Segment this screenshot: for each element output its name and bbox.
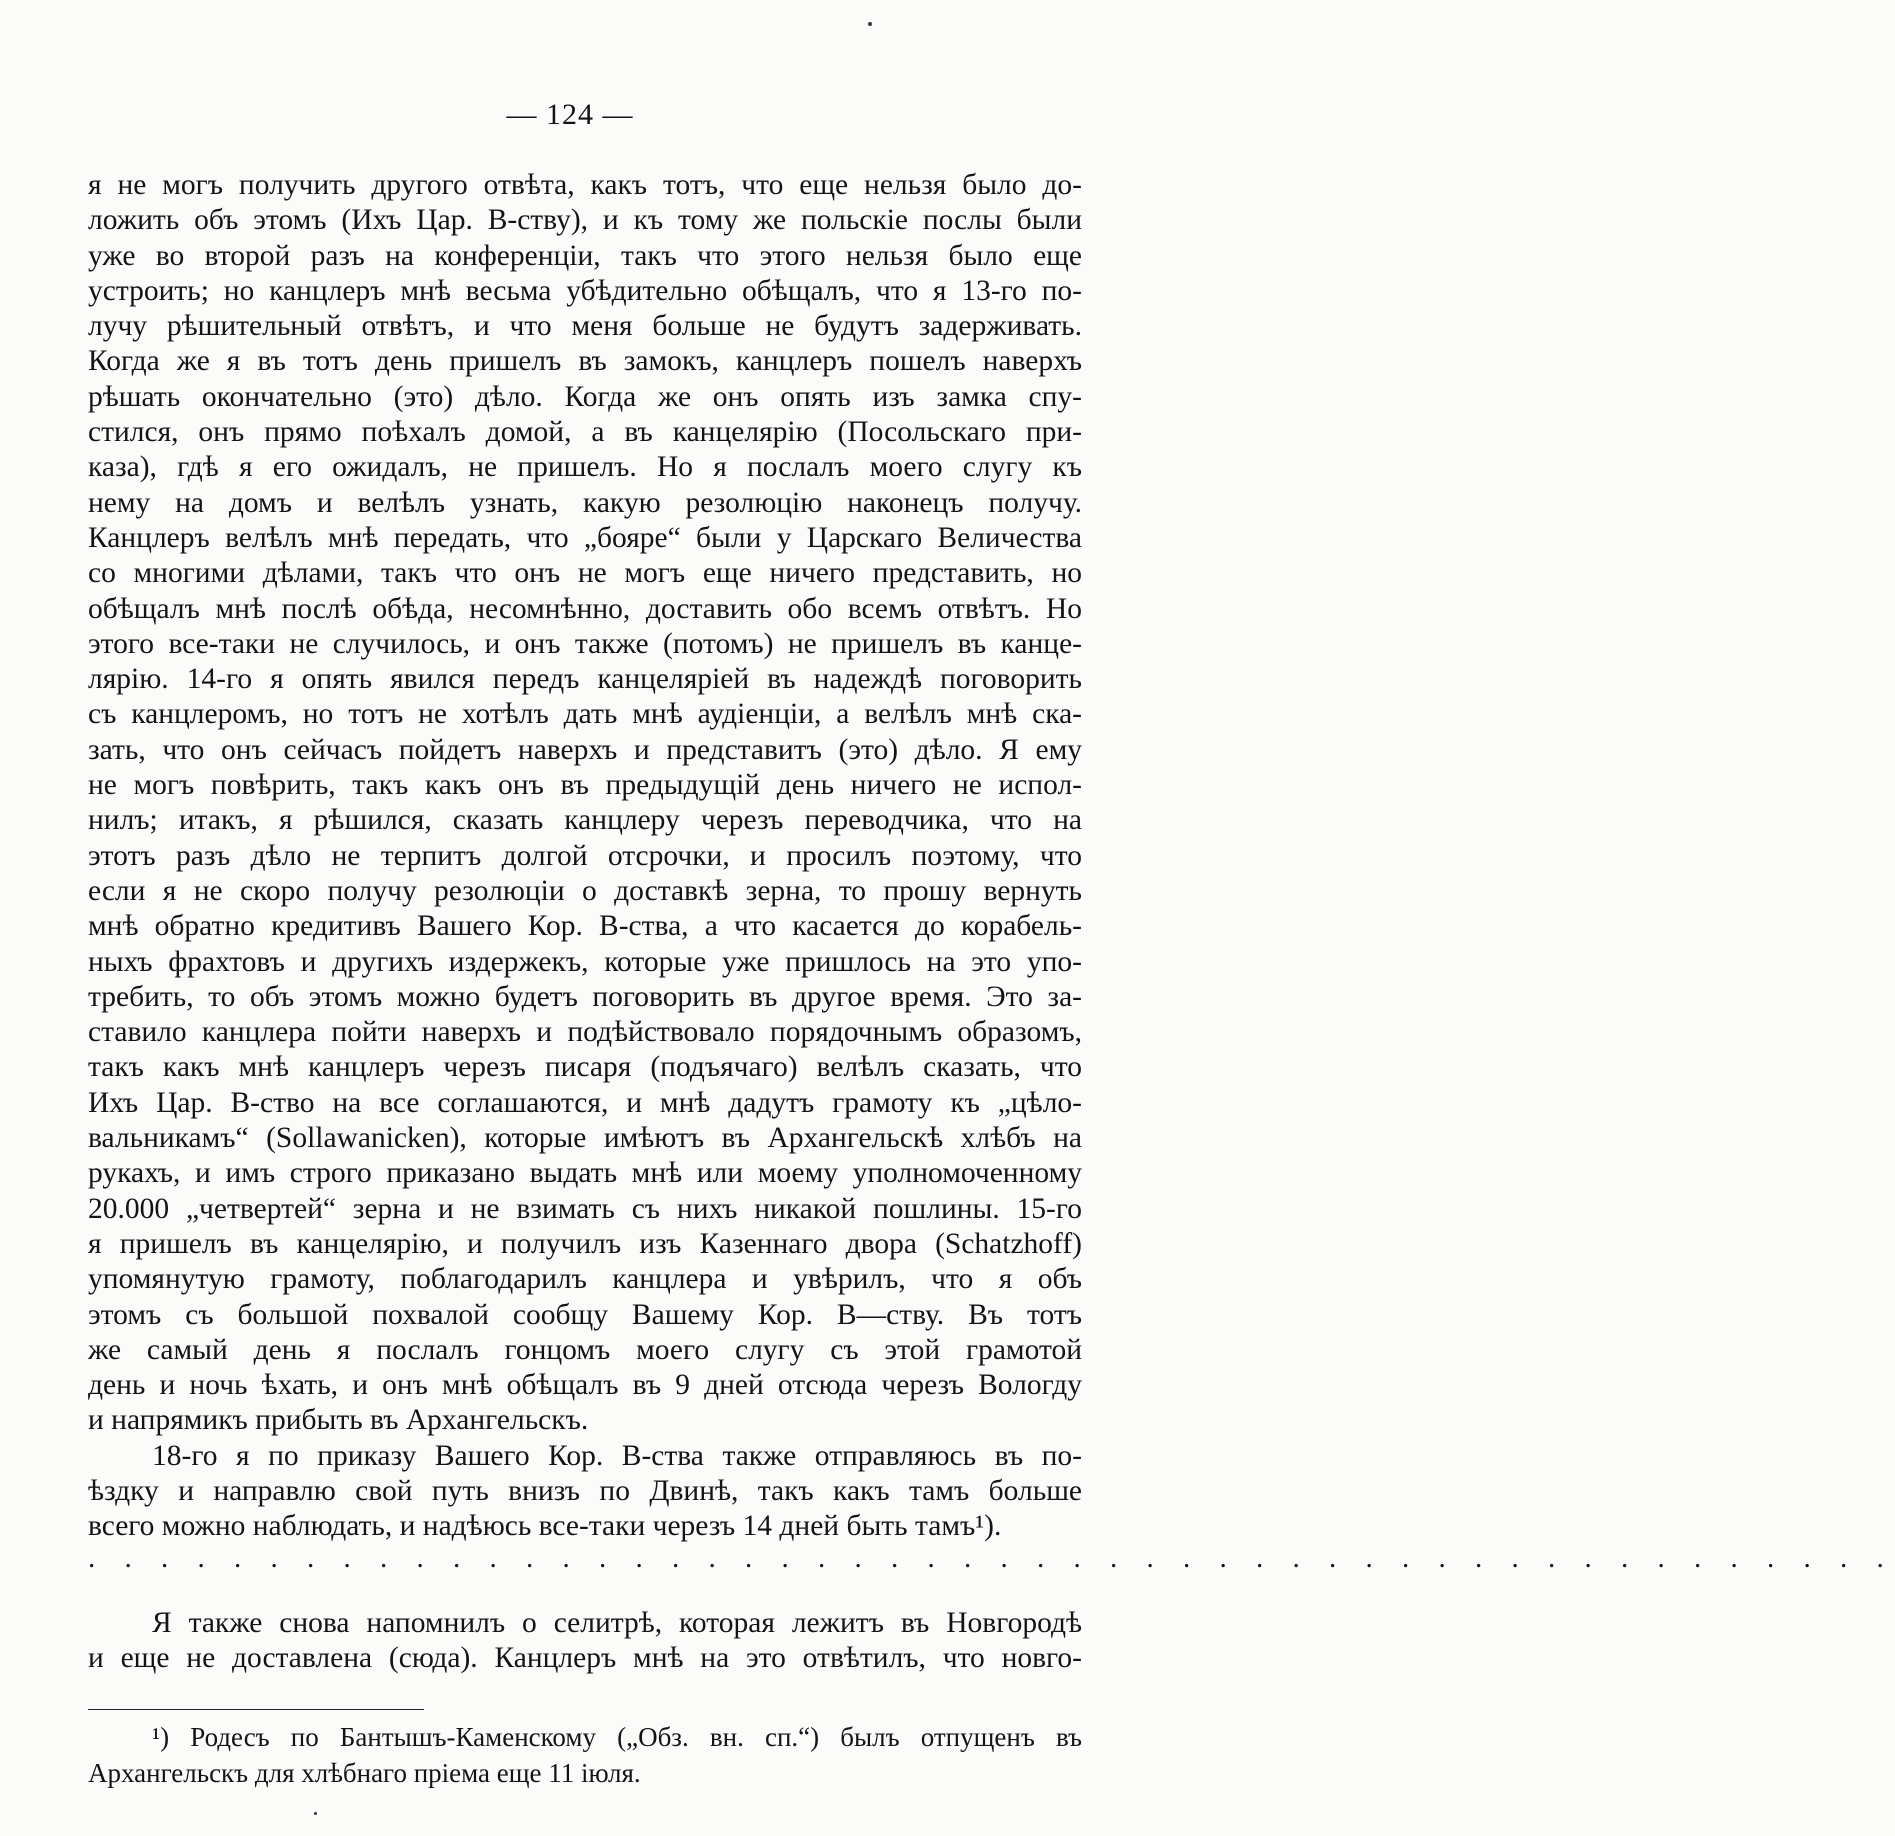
- text-line: упомянутую грамоту, поблагодарилъ канцлера и увѣрилъ, что я объ: [88, 1263, 1082, 1296]
- text-line: же самый день я послалъ гонцомъ моего слугу съ этой грамотой: [88, 1333, 1082, 1366]
- text-line: ѣздку и направлю свой путь внизъ по Двинѣ, такъ какъ тамъ больше: [88, 1474, 1082, 1507]
- text-line: нилъ; итакъ, я рѣшился, сказать канцлеру черезъ переводчика, что на: [88, 804, 1082, 837]
- text-line: такъ какъ мнѣ канцлеръ черезъ писаря (подъячаго) велѣлъ сказать, что: [88, 1051, 1082, 1084]
- text-line: всего можно наблюдать, и надѣюсь все-таки черезъ 14 дней быть тамъ¹).: [88, 1510, 1002, 1543]
- text-line: съ канцлеромъ, но тотъ не хотѣлъ дать мнѣ аудіенціи, а велѣлъ мнѣ ска-: [88, 698, 1082, 731]
- text-line: Когда же я въ тотъ день пришелъ въ замокъ, канцлеръ пошелъ наверхъ: [88, 345, 1082, 378]
- footnote-separator: [88, 1709, 424, 1710]
- text-line: день и ночь ѣхать, и онъ мнѣ обѣщалъ въ 9 дней отсюда черезъ Вологду: [88, 1369, 1082, 1402]
- text-line: я не могъ получить другого отвѣта, какъ тотъ, что еще нельзя было до-: [88, 169, 1082, 201]
- text-line: вальникамъ“ (Sollawanicken), которые имѣютъ въ Архангельскѣ хлѣбъ на: [88, 1122, 1082, 1155]
- text-line: этомъ съ большой похвалой сообщу Вашему Кор. В—ству. Въ тотъ: [88, 1298, 1082, 1331]
- text-line: требить, то объ этомъ можно будетъ поговорить въ другое время. Это за-: [88, 980, 1082, 1013]
- text-line: зать, что онъ сейчасъ пойдетъ наверхъ и представитъ (это) дѣло. Я ему: [88, 733, 1082, 766]
- text-line: обѣщалъ мнѣ послѣ обѣда, несомнѣнно, доставить обо всемъ отвѣтъ. Но: [88, 592, 1082, 625]
- text-line: каза), гдѣ я его ожидалъ, не пришелъ. Но я послалъ моего слугу къ: [88, 451, 1082, 484]
- text-line: и напрямикъ прибыть въ Архангельскъ.: [88, 1404, 589, 1437]
- page-number: — 124 —: [506, 98, 634, 131]
- text-line: Я также снова напомнилъ о селитрѣ, которая лежитъ въ Новгородѣ: [152, 1606, 1082, 1639]
- text-line: уже во второй разъ на конференціи, такъ что этого нельзя было еще: [88, 239, 1082, 272]
- text-line: стился, онъ прямо поѣхалъ домой, а въ канцелярію (Посольскаго при-: [88, 416, 1082, 449]
- text-line: нему на домъ и велѣлъ узнать, какую резолюцію наконецъ получу.: [88, 486, 1082, 519]
- text-line: этого все-таки не случилось, и онъ также (потомъ) не пришелъ въ канце-: [88, 627, 1082, 660]
- text-line: ставило канцлера пойти наверхъ и подѣйствовало порядочнымъ образомъ,: [88, 1016, 1082, 1049]
- text-line: рукахъ, и имъ строго приказано выдать мнѣ или моему уполномоченному: [88, 1157, 1082, 1190]
- text-line: рѣшать окончательно (это) дѣло. Когда же онъ опять изъ замка спу-: [88, 380, 1082, 413]
- text-line: и еще не доставлена (сюда). Канцлеръ мнѣ на это отвѣтилъ, что новго-: [88, 1641, 1082, 1674]
- text-line: 20.000 „четвертей“ зерна и не взимать съ нихъ никакой пошлины. 15-го: [88, 1192, 1082, 1225]
- text-line: не могъ повѣрить, такъ какъ онъ въ предыдущій день ничего не испол-: [88, 769, 1082, 802]
- footnote-line: ¹) Родесъ по Бантышъ-Каменскому („Обз. вн. сп.“) былъ отпущенъ въ: [152, 1722, 1082, 1752]
- print-speck: [868, 22, 872, 26]
- paragraph-gap: [88, 1580, 1082, 1606]
- text-line: я пришелъ въ канцелярію, и получилъ изъ Казеннаго двора (Schatzhoff): [88, 1227, 1082, 1260]
- ellipsis-line: . . . . . . . . . . . . . . . . . . . . . . . . . . . . . . . . . . . . . . . . . . . . . . . . . .: [88, 1541, 1895, 1574]
- text-line: Ихъ Цар. В-ство на все соглашаются, и мнѣ дадутъ грамоту къ „цѣло-: [88, 1086, 1082, 1119]
- text-line: этотъ разъ дѣло не терпитъ долгой отсрочки, и просилъ поэтому, что: [88, 839, 1082, 872]
- text-line: 18-го я по приказу Вашего Кор. В-ства также отправляюсь въ по-: [152, 1439, 1082, 1472]
- footnote: [88, 1719, 1082, 1791]
- text-line: ныхъ фрахтовъ и другихъ издержекъ, которые уже пришлось на это упо-: [88, 945, 1082, 978]
- text-line: Канцлеръ велѣлъ мнѣ передать, что „бояре“ были у Царскаго Величества: [88, 521, 1082, 554]
- print-speck: [314, 1812, 317, 1815]
- main-text: [88, 168, 1895, 1676]
- text-line: устроить; но канцлеръ мнѣ весьма убѣдительно обѣщалъ, что я 13-го по-: [88, 274, 1082, 307]
- text-line: лярію. 14-го я опять явился передъ канцеляріей въ надеждѣ поговорить: [88, 663, 1082, 696]
- text-line: лучу рѣшительный отвѣтъ, и что меня больше не будутъ задерживать.: [88, 310, 1082, 343]
- footnote-line: Архангельскъ для хлѣбнаго пріема еще 11 іюля.: [88, 1758, 641, 1788]
- text-line: ложить объ этомъ (Ихъ Цар. В-ству), и къ тому же польскіе послы были: [88, 204, 1082, 237]
- text-line: если я не скоро получу резолюціи о доставкѣ зерна, то прошу вернуть: [88, 874, 1082, 907]
- text-line: мнѣ обратно кредитивъ Вашего Кор. В-ства, а что касается до корабель-: [88, 910, 1082, 943]
- text-line: со многими дѣлами, такъ что онъ не могъ еще ничего представить, но: [88, 557, 1082, 590]
